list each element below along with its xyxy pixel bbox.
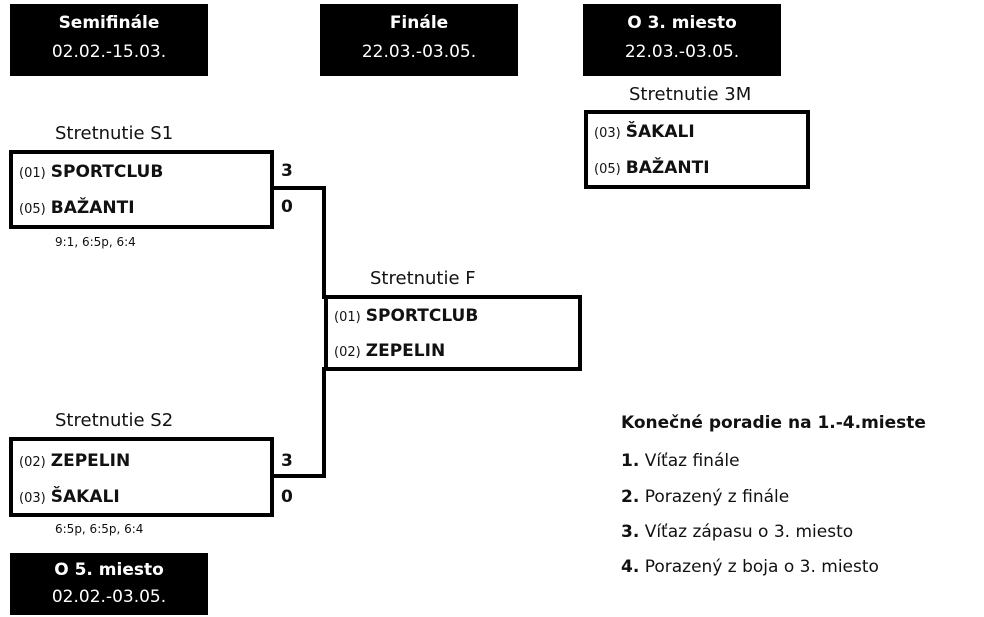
match-3m-team1 [594, 120, 695, 144]
final-title: Finále [389, 13, 449, 33]
semifinal-title: Semifinále [58, 13, 160, 33]
final-header [320, 4, 518, 76]
ranking-text: Víťaz zápasu o 3. miesto [644, 522, 854, 542]
match-s2-team2 [19, 485, 120, 509]
match-3m-box [584, 110, 810, 189]
third-place-header [583, 4, 781, 76]
ranking-number: 2. [621, 487, 640, 507]
third-place-title: O 3. miesto [627, 13, 737, 33]
connector-s1-horizontal [274, 186, 326, 190]
team-seed: (05) [19, 202, 46, 217]
match-3m-label: Stretnutie 3M [629, 84, 752, 105]
match-s1-team1 [19, 160, 163, 184]
match-s2-box [9, 437, 274, 517]
ranking-number: 3. [621, 522, 640, 542]
connector-s2-vertical [322, 367, 326, 476]
ranking-item [621, 556, 879, 578]
team-seed: (01) [19, 166, 46, 181]
team-name: BAŽANTI [50, 198, 135, 218]
team-seed: (03) [594, 126, 621, 141]
team-name: SPORTCLUB [50, 162, 164, 182]
match-f-team2 [334, 339, 445, 363]
team-name: BAŽANTI [625, 158, 710, 178]
match-s1-result: 9:1, 6:5p, 6:4 [55, 235, 136, 249]
match-s2-score1: 3 [281, 451, 293, 471]
match-s1-score1: 3 [281, 161, 293, 181]
fifth-place-dates: 02.02.-03.05. [51, 587, 167, 607]
team-name: SPORTCLUB [365, 306, 479, 326]
ranking-text: Porazený z finále [644, 487, 790, 507]
ranking-item [621, 450, 740, 472]
team-seed: (02) [334, 345, 361, 360]
team-name: ZEPELIN [365, 341, 446, 361]
connector-s2-horizontal [274, 474, 326, 478]
match-s1-team2 [19, 196, 135, 220]
team-seed: (02) [19, 455, 46, 470]
ranking-item [621, 486, 789, 508]
team-name: ZEPELIN [50, 451, 131, 471]
team-seed: (05) [594, 162, 621, 177]
match-s1-score2: 0 [281, 197, 293, 217]
match-s1-label: Stretnutie S1 [55, 123, 174, 144]
team-name: ŠAKALI [50, 487, 120, 507]
team-name: ŠAKALI [625, 122, 695, 142]
match-s2-team1 [19, 449, 130, 473]
third-place-dates: 22.03.-03.05. [624, 42, 740, 62]
match-f-team1 [334, 304, 478, 328]
match-3m-team2 [594, 156, 710, 180]
ranking-item [621, 521, 853, 543]
ranking-number: 1. [621, 451, 640, 471]
fifth-place-header [10, 553, 208, 615]
match-s2-result: 6:5p, 6:5p, 6:4 [55, 522, 144, 536]
ranking-text: Víťaz finále [644, 451, 740, 471]
fifth-place-title: O 5. miesto [54, 560, 164, 580]
semifinal-header [10, 4, 208, 76]
match-f-label: Stretnutie F [370, 268, 476, 289]
ranking-number: 4. [621, 557, 640, 577]
match-s1-box [9, 150, 274, 229]
team-seed: (03) [19, 491, 46, 506]
ranking-text: Porazený z boja o 3. miesto [644, 557, 879, 577]
match-f-box [324, 295, 582, 371]
match-s2-label: Stretnutie S2 [55, 410, 174, 431]
final-dates: 22.03.-03.05. [361, 42, 477, 62]
match-s2-score2: 0 [281, 487, 293, 507]
ranking-title: Konečné poradie na 1.-4.mieste [621, 413, 926, 433]
semifinal-dates: 02.02.-15.03. [51, 42, 167, 62]
team-seed: (01) [334, 310, 361, 325]
connector-s1-vertical [322, 186, 326, 299]
